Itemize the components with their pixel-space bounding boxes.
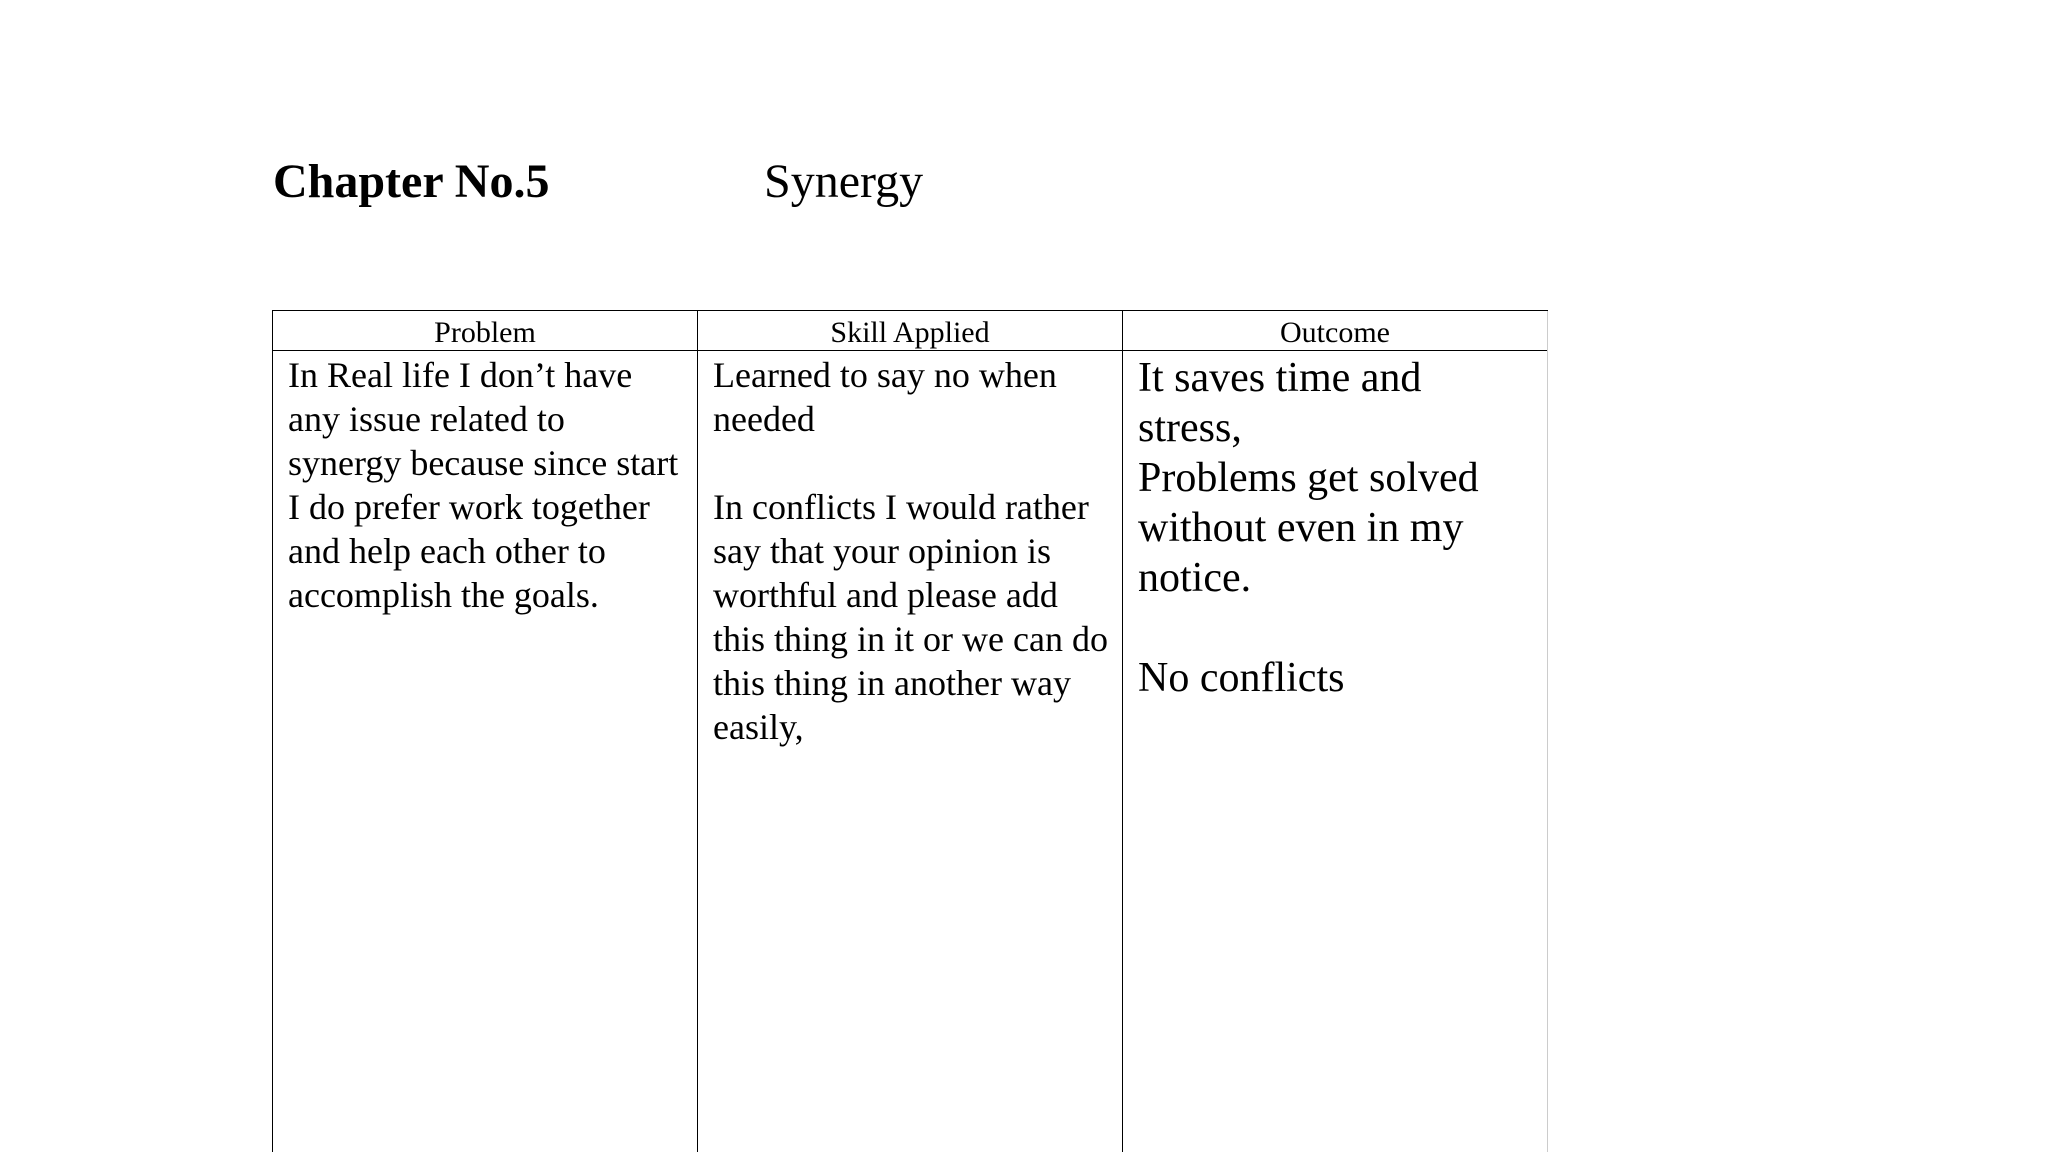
page-heading: [273, 150, 1573, 220]
outcome-cell: [1123, 351, 1547, 703]
problem-text: In Real life I don’t have any issue related to synergy because since start I do prefer work together and help each other to accomplish the goals.: [288, 355, 679, 615]
chapter-number: Chapter No.5: [273, 155, 550, 208]
outcome-text-1: It saves time and stress,: [1138, 355, 1422, 451]
problem-column: [272, 311, 697, 1152]
outcome-column: [1122, 311, 1548, 1152]
paragraph-gap: [713, 441, 1108, 485]
column-header-skill-applied: Skill Applied: [698, 311, 1122, 351]
chapter-title: Synergy: [764, 155, 924, 208]
skill-applied-cell: [698, 351, 1122, 749]
paragraph-gap: [1138, 603, 1533, 653]
skill-applied-column: [697, 311, 1122, 1152]
skill-applied-text-1: Learned to say no when needed: [713, 355, 1057, 439]
problem-cell: [273, 351, 697, 617]
outcome-text-2: Problems get solved without even in my notice.: [1138, 455, 1479, 601]
skill-applied-text-2: In conflicts I would rather say that your opinion is worthful and please add this thing in it or we can do this thing in another way easily,: [713, 487, 1108, 747]
column-header-problem: Problem: [273, 311, 697, 351]
reflection-table: [272, 310, 1548, 1152]
outcome-text-3: No conflicts: [1138, 655, 1345, 701]
column-header-outcome: Outcome: [1123, 311, 1547, 351]
